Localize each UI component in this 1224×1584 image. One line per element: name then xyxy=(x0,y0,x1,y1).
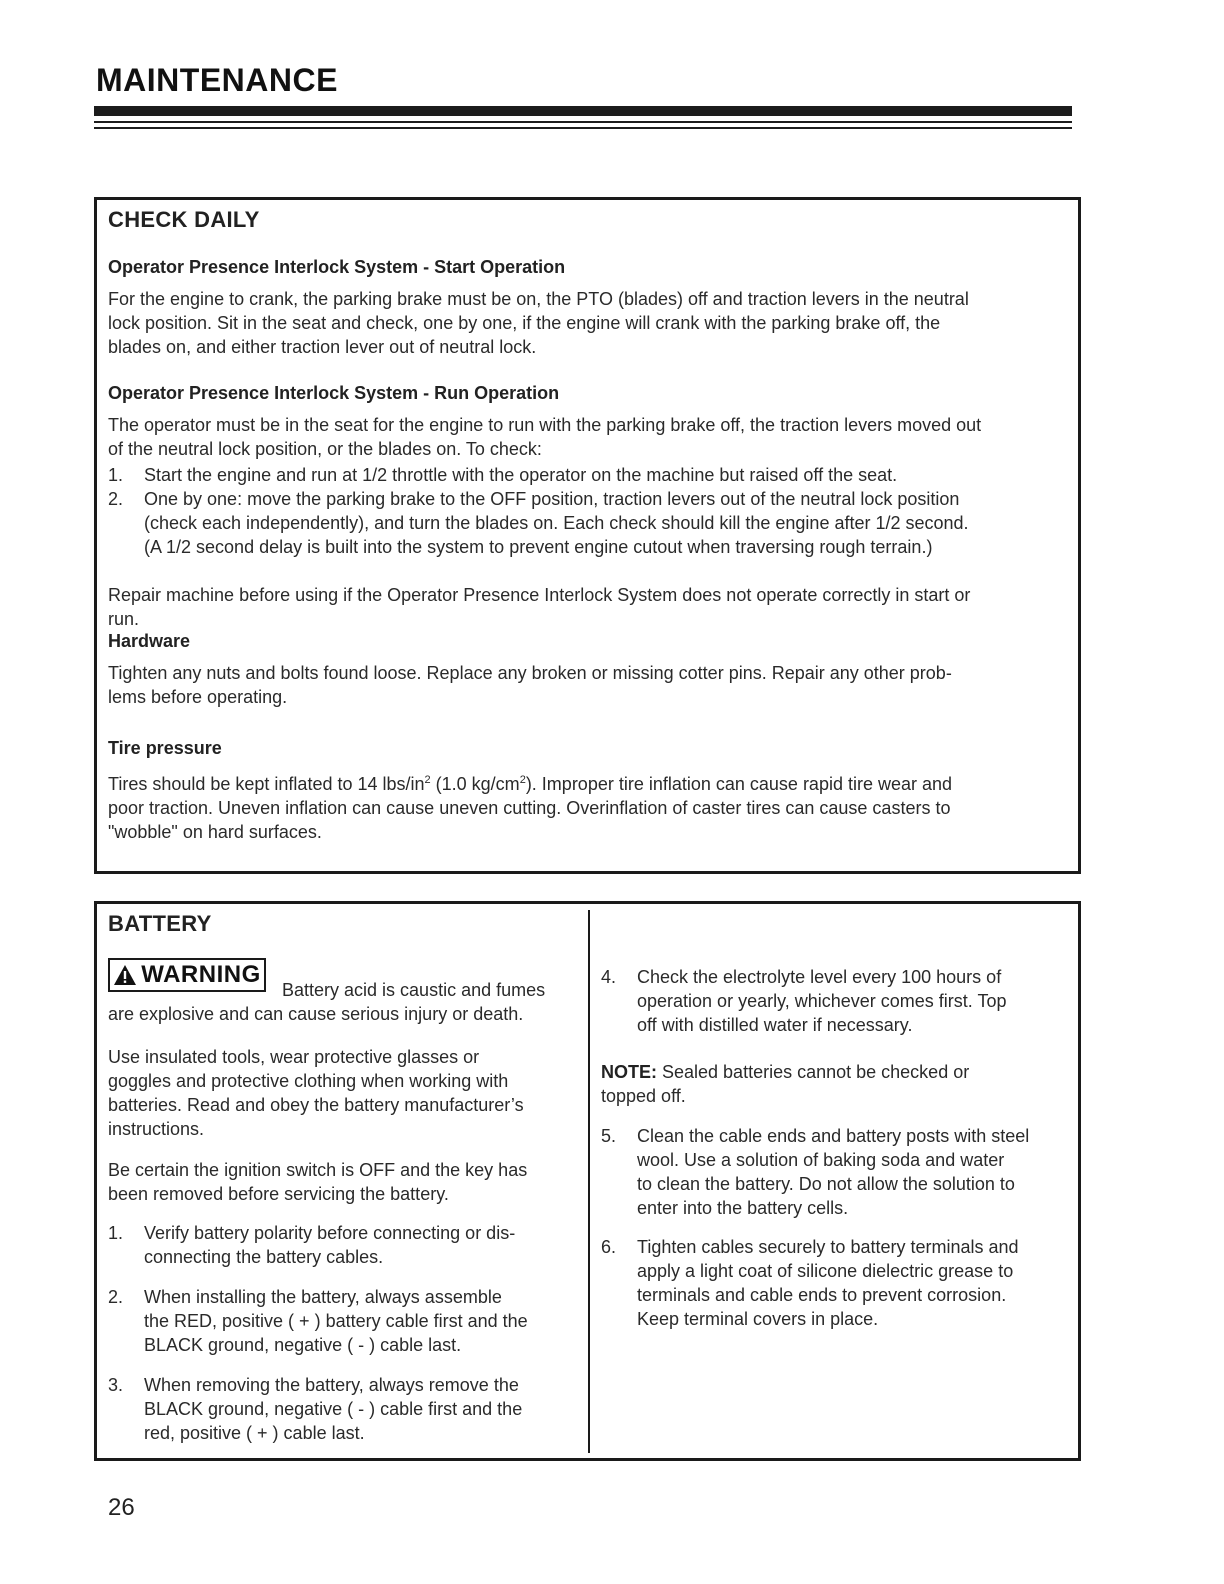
page-number: 26 xyxy=(108,1494,135,1521)
header-rule-thin-1 xyxy=(94,121,1072,123)
ignition-para: Be certain the ignition switch is OFF and the key has been removed before servicing the battery. xyxy=(108,1160,528,1204)
battery-safety-para: Use insulated tools, wear protective glasses or goggles and protective clothing when working with batteries. Read and obey the battery manufacturer’s instructions. xyxy=(108,1047,524,1139)
warning-triangle-icon xyxy=(113,964,137,986)
tire-pressure-text: Tires should be kept inflated to 14 lbs/$in^2$ (1.0 $kg/cm^2$). Improper tire inflation can cause rapid tire wear and poor traction. Uneven inflation can cause uneven cutting. Overinflation of caster tires can cause casters to "wobble" on hard surfaces. xyxy=(108,774,953,842)
repair-note: Repair machine before using if the Operator Presence Interlock System does not operate correctly in start or run. xyxy=(108,585,971,629)
run-operation-heading: Operator Presence Interlock System - Run Operation xyxy=(108,383,560,403)
hardware-text: Tighten any nuts and bolts found loose. Replace any broken or missing cotter pins. Repair any other prob- lems before operating. xyxy=(108,663,952,707)
battery-note: NOTE: Sealed batteries cannot be checked or topped off. xyxy=(601,1062,970,1106)
list-item: 2. When installing the battery, always assemble the RED, positive ( + ) battery cable first and the BLACK ground, negative ( - ) cable last. xyxy=(108,1287,528,1355)
header-rule-thick xyxy=(94,106,1072,116)
run-operation-text: The operator must be in the seat for the engine to run with the parking brake off, the traction levers moved out of the neutral lock position, or the blades on. To check: xyxy=(108,415,982,459)
battery-title: BATTERY xyxy=(108,911,212,936)
tire-pressure-heading: Tire pressure xyxy=(108,738,222,758)
warning-label: WARNING xyxy=(108,958,266,992)
header-rule-thin-2 xyxy=(94,127,1072,129)
warning-text-1: Battery acid is caustic and fumes xyxy=(282,980,546,1000)
list-item: 1. Start the engine and run at 1/2 throttle with the operator on the machine but raised off the seat. xyxy=(108,465,898,485)
check-daily-title: CHECK DAILY xyxy=(108,207,260,232)
warning-text-2: are explosive and can cause serious injury or death. xyxy=(108,1004,524,1024)
list-item: 2. One by one: move the parking brake to the OFF position, traction levers out of the neutral lock position (check each independently), and turn the blades on. Each check should kill the engine after 1/2 second. (A 1/2 second delay is built into the system to prevent engine cutout when traversing rough terrain.) xyxy=(108,489,969,557)
list-item: 3. When removing the battery, always remove the BLACK ground, negative ( - ) cable first and the red, positive ( + ) cable last. xyxy=(108,1375,523,1443)
list-item: 6. Tighten cables securely to battery terminals and apply a light coat of silicone dielectric grease to terminals and cable ends to prevent corrosion. Keep terminal covers in place. xyxy=(601,1237,1019,1329)
start-operation-text: For the engine to crank, the parking brake must be on, the PTO (blades) off and traction levers in the neutral lock position. Sit in the seat and check, one by one, if the engine will crank with the parking brake off, the blades on, and either traction lever out of neutral lock. xyxy=(108,289,969,357)
list-item: 5. Clean the cable ends and battery posts with steel wool. Use a solution of baking soda and water to clean the battery. Do not allow the solution to enter into the battery cells. xyxy=(601,1126,1030,1218)
hardware-heading: Hardware xyxy=(108,631,191,651)
list-item: 4. Check the electrolyte level every 100 hours of operation or yearly, whichever comes first. Top off with distilled water if necessary. xyxy=(601,967,1007,1035)
list-item: 1. Verify battery polarity before connecting or dis- connecting the battery cables. xyxy=(108,1223,516,1267)
column-divider xyxy=(588,910,590,1453)
start-operation-heading: Operator Presence Interlock System - Start Operation xyxy=(108,257,566,277)
page-title: MAINTENANCE xyxy=(96,62,338,98)
